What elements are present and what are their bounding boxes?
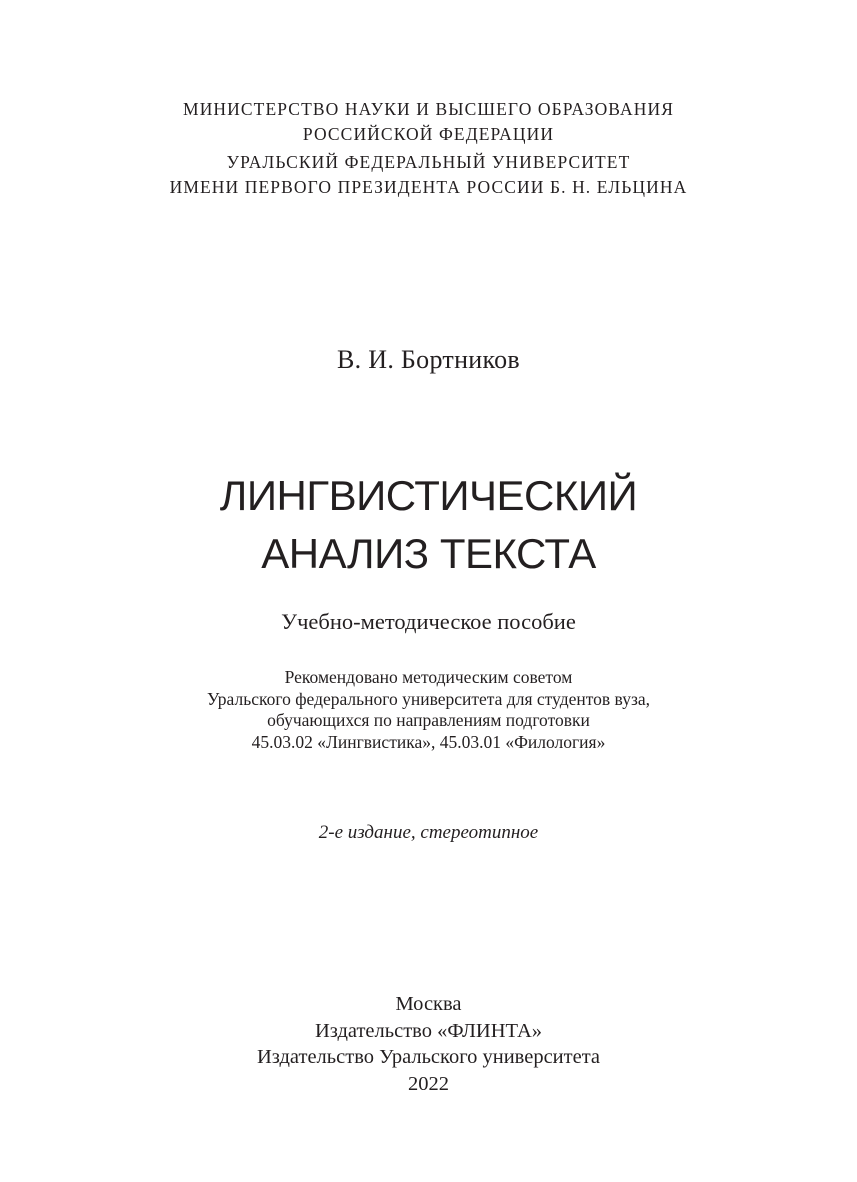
university-line-2: ИМЕНИ ПЕРВОГО ПРЕЗИДЕНТА РОССИИ Б. Н. ЕЛЬЦИНА xyxy=(169,177,688,197)
recommendation-line-2: Уральского федерального университета для студентов вуза, xyxy=(206,688,651,709)
recommendation-line-1: Рекомендовано методическим советом xyxy=(284,667,573,687)
imprint-city: Москва xyxy=(395,993,462,1015)
ministry-line-2: РОССИЙСКОЙ ФЕДЕРАЦИИ xyxy=(302,124,555,144)
recommendation-note xyxy=(0,667,857,753)
imprint-publisher-ural: Издательство Уральского университета xyxy=(256,1046,601,1068)
edition-note: 2-е издание, стереотипное xyxy=(318,822,539,843)
ministry-line-1: МИНИСТЕРСТВО НАУКИ И ВЫСШЕГО ОБРАЗОВАНИЯ xyxy=(183,99,674,119)
university-line-1: УРАЛЬСКИЙ ФЕДЕРАЛЬНЫЙ УНИВЕРСИТЕТ xyxy=(226,152,631,172)
imprint-year: 2022 xyxy=(408,1072,449,1095)
book-subtitle: Учебно-методическое пособие xyxy=(281,609,576,634)
book-title-line-1: ЛИНГВИСТИЧЕСКИЙ xyxy=(219,472,638,519)
ministry-heading xyxy=(0,97,857,147)
book-title xyxy=(0,467,857,583)
university-heading xyxy=(0,150,857,200)
imprint-publisher-flinta: Издательство «ФЛИНТА» xyxy=(314,1019,543,1042)
author-name: В. И. Бортников xyxy=(337,345,520,374)
book-title-line-2: АНАЛИЗ ТЕКСТА xyxy=(261,530,596,577)
recommendation-line-4: 45.03.02 «Лингвистика», 45.03.01 «Филология» xyxy=(251,731,606,752)
imprint xyxy=(0,991,857,1097)
recommendation-line-3: обучающихся по направлениям подготовки xyxy=(267,710,590,730)
